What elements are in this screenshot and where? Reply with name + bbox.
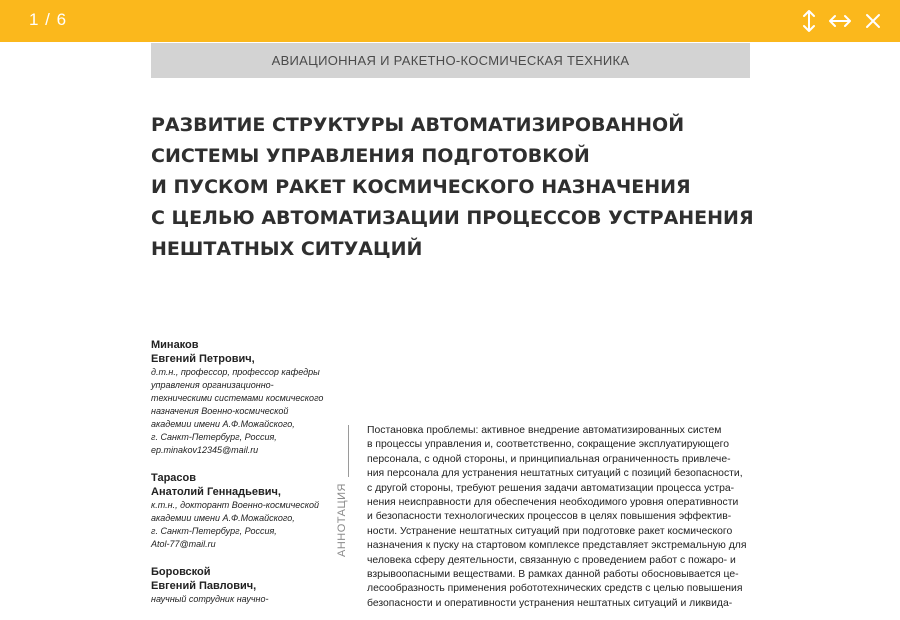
title-line: СИСТЕМЫ УПРАВЛЕНИЯ ПОДГОТОВКОЙ: [151, 145, 590, 167]
abstract-line: ния персонала для устранения нештатных ситуаций с позиций безопасности,: [367, 468, 743, 480]
abstract-line: лесообразность применения робототехнических средств с целью повышения: [367, 583, 743, 595]
abstract-line: безопасности и оперативности устранения нештатных ситуаций и ликвида-: [367, 597, 733, 609]
title-line: С ЦЕЛЬЮ АВТОМАТИЗАЦИИ ПРОЦЕССОВ УСТРАНЕНИЯ: [151, 207, 754, 229]
abstract-line: Постановка проблемы: активное внедрение автоматизированных систем: [367, 425, 722, 436]
vertical-resize-icon: [802, 10, 816, 32]
abstract-line: в процессы управления и, соответственно, сокращение эксплуатирующего: [367, 439, 729, 451]
section-header: [151, 43, 750, 78]
author-info: управления организационно-: [151, 380, 274, 390]
abstract-line: взрывоопасными веществами. В рамках данной работы обосновывается це-: [367, 569, 739, 581]
fit-vertical-button[interactable]: [796, 8, 822, 34]
author-entry: [151, 471, 351, 551]
author-info: г. Санкт-Петербург, Россия,: [151, 432, 277, 442]
abstract-line: ности. Устранение нештатных ситуаций при подготовке ракет космического: [367, 525, 733, 537]
viewer-toolbar: [0, 0, 900, 42]
abstract-side-label: [334, 425, 362, 602]
author-info: академии имени А.Ф.Можайского,: [151, 419, 295, 429]
author-entry: [151, 565, 351, 606]
abstract-line: назначения к пуску на стартовом комплексе представляет экстремальную для: [367, 540, 747, 552]
side-rule: [348, 425, 349, 477]
abstract-line: нения неисправности для обеспечения необходимого уровня оперативности: [367, 497, 739, 509]
author-info: г. Санкт-Петербург, Россия,: [151, 526, 277, 536]
title-line: РАЗВИТИЕ СТРУКТУРЫ АВТОМАТИЗИРОВАННОЙ: [151, 114, 685, 136]
author-name: Тарасов: [151, 472, 196, 484]
author-info: назначения Военно-космической: [151, 406, 289, 416]
section-header-text: АВИАЦИОННАЯ И РАКЕТНО-КОСМИЧЕСКАЯ ТЕХНИКА: [271, 53, 630, 68]
page-counter: 1 / 6: [29, 10, 68, 29]
author-info: д.т.н., профессор, профессор кафедры: [151, 367, 320, 377]
abstract-line: человека сферу деятельности, связанную с проведением работ с пожаро- и: [367, 554, 736, 566]
author-name: Анатолий Геннадьевич,: [151, 486, 281, 498]
abstract-line: и безопасности технологических процессов в целях повышения эффектив-: [367, 511, 732, 523]
author-email[interactable]: ep.minakov12345@mail.ru: [151, 445, 259, 455]
author-entry: [151, 338, 351, 457]
author-info: техническими системами космического: [151, 393, 324, 403]
horizontal-resize-icon: [829, 14, 851, 28]
abstract-line: с другой стороны, требуют решения задачи автоматизации процесса устра-: [367, 482, 735, 494]
abstract-line: персонала, с одной стороны, и принципиальная ограниченность привлече-: [367, 453, 731, 465]
title-line: И ПУСКОМ РАКЕТ КОСМИЧЕСКОГО НАЗНАЧЕНИЯ: [151, 176, 691, 198]
author-info: к.т.н., докторант Военно-космической: [151, 500, 319, 510]
author-name: Минаков: [151, 339, 199, 351]
author-name: Евгений Павлович,: [151, 580, 257, 592]
abstract-text: [367, 424, 752, 611]
authors-column: [151, 338, 351, 620]
author-name: Боровской: [151, 566, 211, 578]
abstract-label: АННОТАЦИЯ: [336, 483, 348, 557]
author-info: академии имени А.Ф.Можайского,: [151, 513, 295, 523]
close-button[interactable]: [860, 8, 886, 34]
article-title: [151, 110, 771, 265]
author-name: Евгений Петрович,: [151, 353, 255, 365]
close-icon: [865, 13, 881, 29]
author-email[interactable]: Atol-77@mail.ru: [151, 539, 216, 549]
title-line: НЕШТАТНЫХ СИТУАЦИЙ: [151, 238, 423, 260]
author-info: научный сотрудник научно-: [151, 594, 269, 604]
fit-horizontal-button[interactable]: [827, 8, 853, 34]
